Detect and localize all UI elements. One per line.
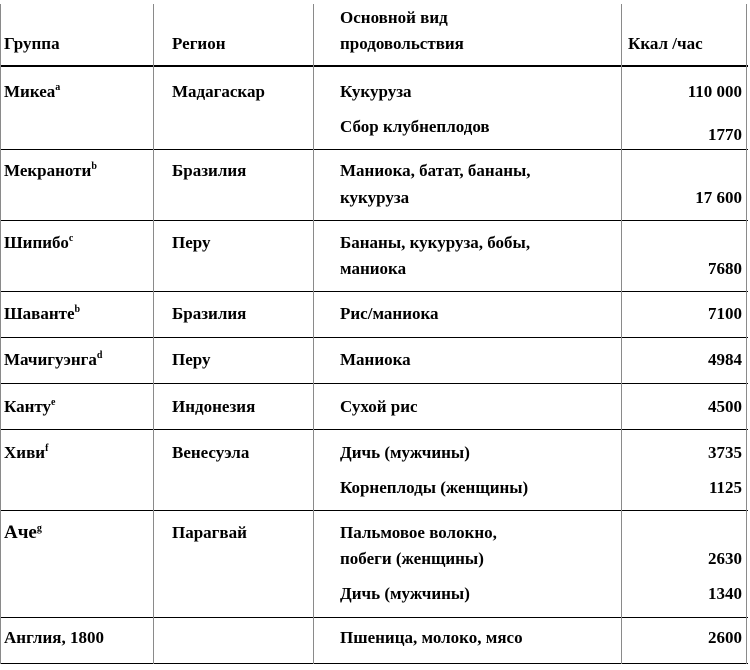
cell-kcal: 7100 [708, 304, 742, 323]
cell-food: Пшеница, молоко, мясо [340, 628, 523, 647]
header-food-line2: продовольствия [340, 34, 464, 53]
cell-group: Канту$^e$ [4, 397, 56, 416]
row-divider [0, 510, 748, 511]
cell-kcal: 2600 [708, 628, 742, 647]
row-divider [0, 429, 748, 430]
row-divider [0, 337, 748, 338]
column-divider [313, 4, 314, 664]
row-divider [0, 383, 748, 384]
cell-food: Маниока [340, 350, 411, 369]
row-divider [0, 291, 748, 292]
cell-group: Мачигуэнга$^d$ [4, 350, 103, 369]
cell-group: Хиви$^f$ [4, 443, 49, 462]
row-divider [0, 617, 748, 618]
header-region: Регион [172, 34, 226, 53]
cell-region: Бразилия [172, 304, 247, 323]
cell-food: Корнеплоды (женщины) [340, 478, 529, 497]
cell-region: Парагвай [172, 523, 247, 542]
cell-kcal: 4500 [708, 397, 742, 416]
header-divider [0, 65, 748, 67]
row-divider [0, 149, 748, 150]
cell-kcal: 2630 [708, 549, 742, 568]
cell-kcal: 1125 [708, 478, 742, 497]
cell-region: Индонезия [172, 397, 256, 416]
cell-kcal: 4984 [708, 350, 742, 369]
cell-kcal: 3735 [708, 443, 742, 462]
cell-kcal: 1770 [708, 125, 742, 144]
row-divider [0, 220, 748, 221]
column-divider [0, 4, 1, 664]
cell-food: Сухой рис [340, 397, 418, 416]
cell-food: Дичь (мужчины) [340, 443, 470, 462]
column-divider [153, 4, 154, 664]
header-kcal: Ккал /час [628, 34, 703, 53]
cell-food: Пальмовое волокно, [340, 523, 497, 542]
cell-kcal: 7680 [708, 259, 742, 278]
cell-food: Маниока, батат, бананы, [340, 161, 531, 180]
table-bottom-line [0, 663, 748, 664]
header-group: Группа [4, 34, 60, 53]
cell-region: Перу [172, 233, 211, 252]
cell-food: Дичь (мужчины) [340, 584, 470, 603]
cell-region: Бразилия [172, 161, 247, 180]
cell-food: побеги (женщины) [340, 549, 484, 568]
cell-group: Англия, 1800 [4, 628, 104, 647]
column-divider [621, 4, 622, 664]
cell-region: Венесуэла [172, 443, 250, 462]
column-divider [746, 4, 747, 664]
header-food-line1: Основной вид [340, 8, 448, 27]
cell-food: Рис/маниока [340, 304, 439, 323]
cell-group: Шаванте$^b$ [4, 304, 81, 323]
cell-group: Мекраноти$^b$ [4, 161, 97, 180]
cell-region: Мадагаскар [172, 82, 265, 101]
cell-group: Аче$^g$ [4, 522, 42, 543]
cell-kcal: 1340 [708, 584, 742, 603]
cell-food: кукуруза [340, 188, 410, 207]
cell-food: Бананы, кукуруза, бобы, [340, 233, 531, 252]
cell-kcal: 17 600 [695, 188, 742, 207]
cell-food: Сбор клубнеплодов [340, 117, 490, 136]
cell-group: Шипибо$^c$ [4, 233, 74, 252]
cell-region: Перу [172, 350, 211, 369]
cell-group: Микеа$^a$ [4, 82, 61, 101]
cell-food: маниока [340, 259, 407, 278]
cell-kcal: 110 000 [687, 82, 742, 101]
cell-food: Кукуруза [340, 82, 412, 101]
